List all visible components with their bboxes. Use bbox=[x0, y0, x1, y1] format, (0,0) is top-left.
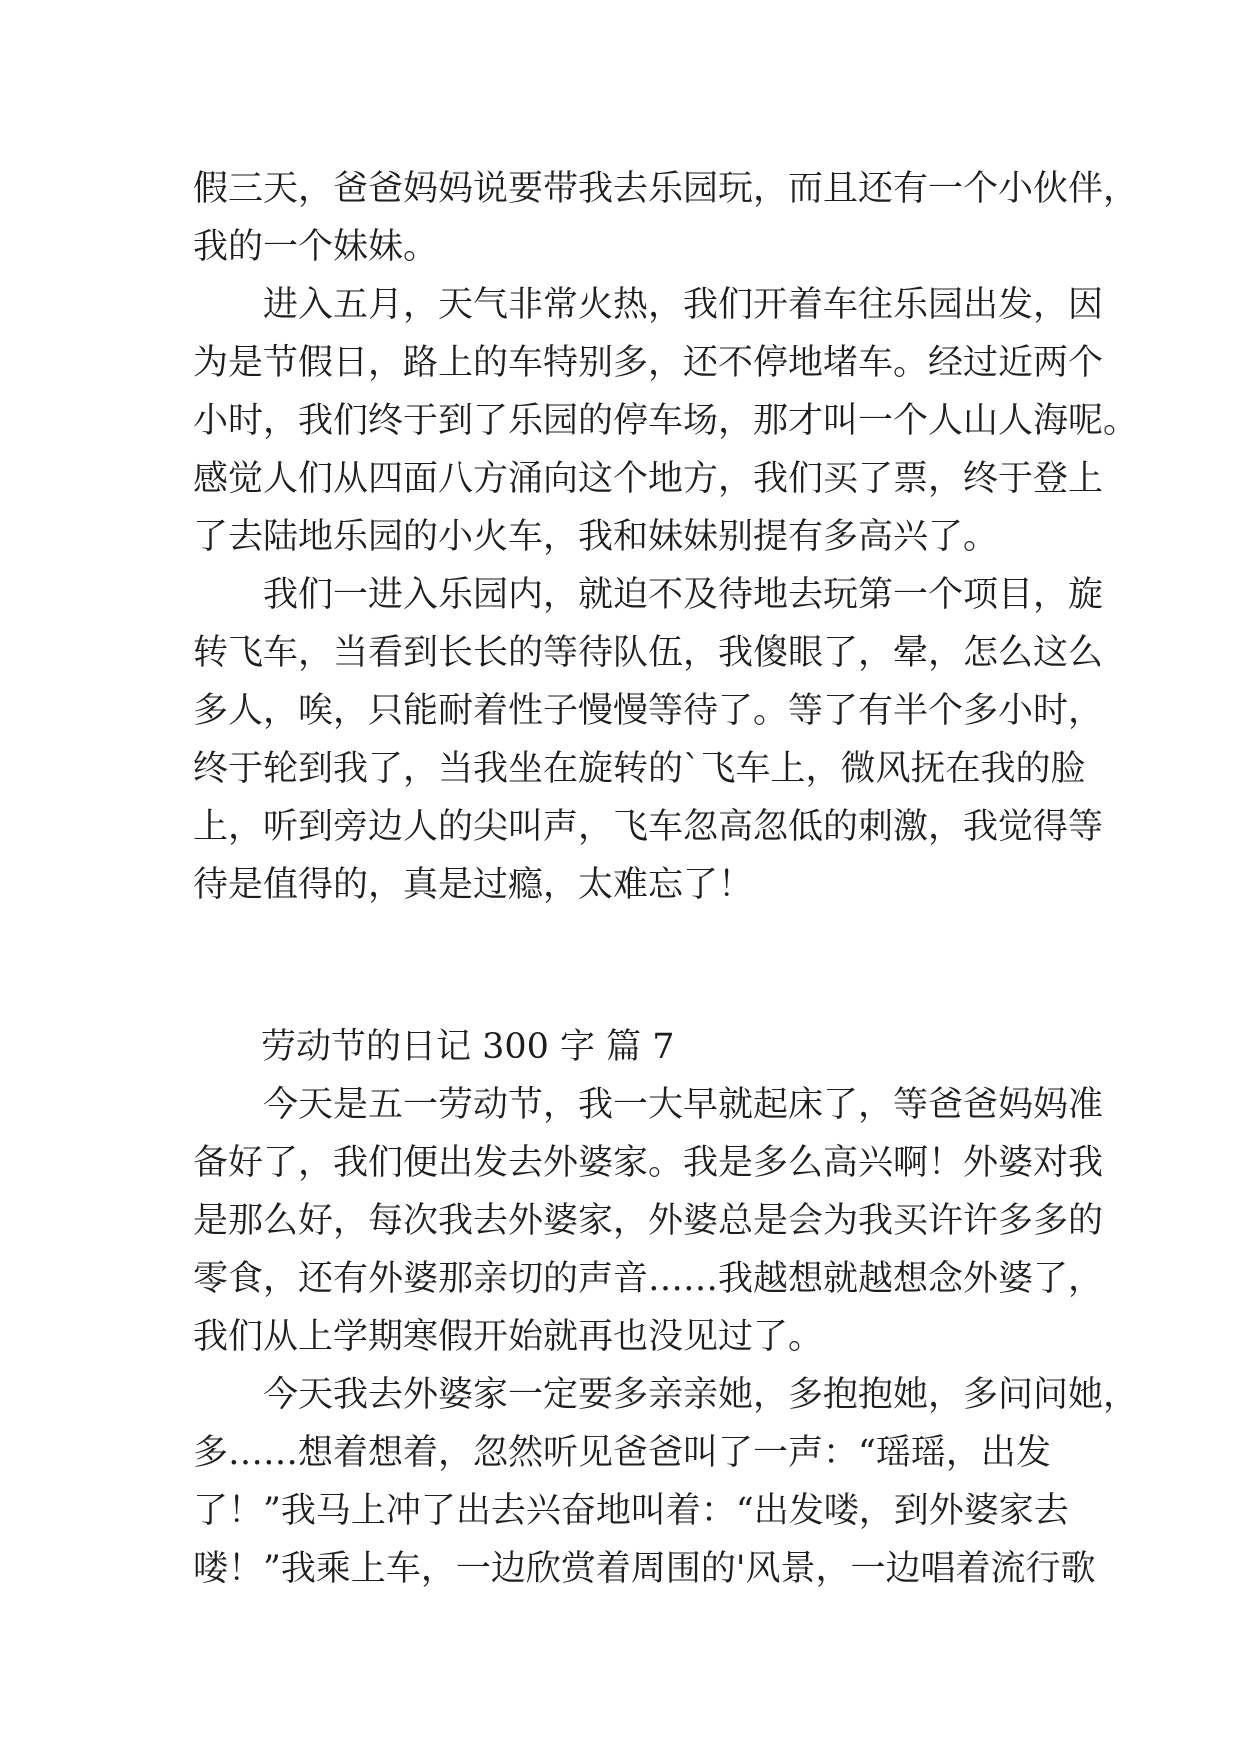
body-line: 零食，还有外婆那亲切的声音……我越想就越想念外婆了， bbox=[193, 1259, 1104, 1299]
body-line: 是那么好，每次我去外婆家，外婆总是会为我买许许多多的 bbox=[193, 1201, 1104, 1241]
body-line: 喽！”我乘上车，一边欣赏着周围的'风景，一边唱着流行歌 bbox=[193, 1549, 1096, 1589]
body-line: 多……想着想着，忽然听见爸爸叫了一声：“瑶瑶，出发 bbox=[193, 1433, 1051, 1473]
body-line: 今天我去外婆家一定要多亲亲她，多抱抱她，多问问她， bbox=[193, 1375, 1139, 1415]
body-line: 待是值得的，真是过瘾，太难忘了！ bbox=[193, 865, 754, 905]
body-line: 进入五月，天气非常火热，我们开着车往乐园出发，因 bbox=[193, 285, 1104, 325]
body-line: 假三天，爸爸妈妈说要带我去乐园玩，而且还有一个小伙伴， bbox=[193, 169, 1139, 209]
body-line: 我们一进入乐园内，就迫不及待地去玩第一个项目，旋 bbox=[193, 575, 1104, 615]
body-line: 多人，唉，只能耐着性子慢慢等待了。等了有半个多小时， bbox=[193, 691, 1104, 731]
body-line: 感觉人们从四面八方涌向这个地方，我们买了票，终于登上 bbox=[193, 459, 1104, 499]
body-line: 了去陆地乐园的小火车，我和妹妹别提有多高兴了。 bbox=[193, 517, 999, 557]
section-heading: 劳动节的日记 300 字 篇 7 bbox=[261, 1027, 675, 1067]
document-body bbox=[193, 160, 1139, 1598]
body-line: 小时，我们终于到了乐园的停车场，那才叫一个人山人海呢。 bbox=[193, 401, 1139, 441]
body-line: 终于轮到我了，当我坐在旋转的`飞车上，微风抚在我的脸 bbox=[193, 749, 1086, 789]
body-line: 上，听到旁边人的尖叫声，飞车忽高忽低的刺激，我觉得等 bbox=[193, 807, 1104, 847]
body-line: 今天是五一劳动节，我一大早就起床了，等爸爸妈妈准 bbox=[193, 1085, 1104, 1125]
body-line: 为是节假日，路上的车特别多，还不停地堵车。经过近两个 bbox=[193, 343, 1104, 383]
section-spacer bbox=[193, 914, 1053, 1018]
body-line: 转飞车，当看到长长的等待队伍，我傻眼了，晕，怎么这么 bbox=[193, 633, 1104, 673]
body-line: 了！”我马上冲了出去兴奋地叫着：“出发喽，到外婆家去 bbox=[193, 1491, 1069, 1531]
body-line: 我们从上学期寒假开始就再也没见过了。 bbox=[193, 1317, 824, 1357]
body-line: 备好了，我们便出发去外婆家。我是多么高兴啊！外婆对我 bbox=[193, 1143, 1104, 1183]
body-line: 我的一个妹妹。 bbox=[193, 227, 439, 267]
